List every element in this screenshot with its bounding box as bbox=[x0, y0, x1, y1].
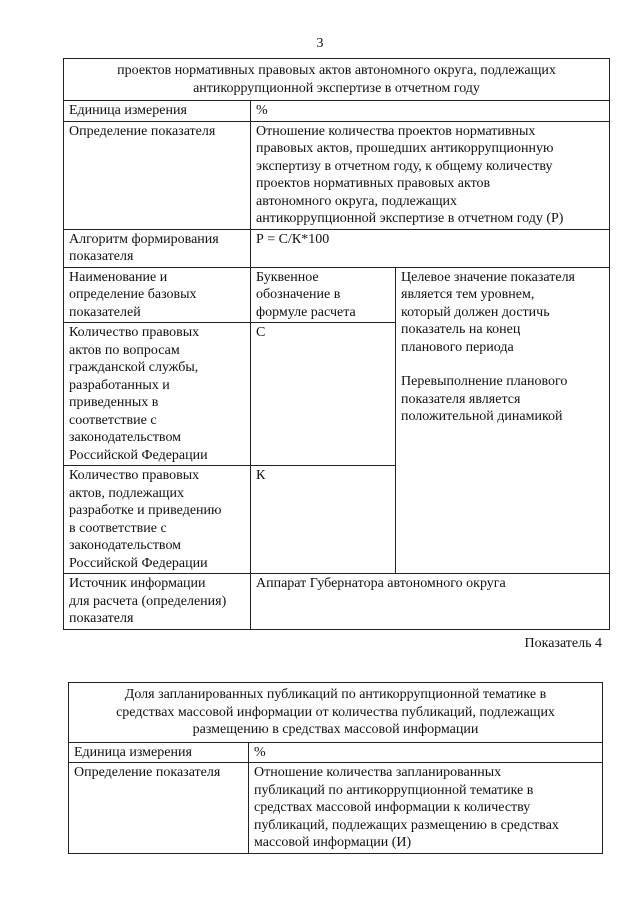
overfulfillment-text: Перевыполнение планового показателя является положительной динамикой bbox=[401, 374, 568, 424]
target-value-text: Целевое значение показателя является тем уровнем, который должен достичь показатель на конец планового периода bbox=[401, 269, 575, 355]
table1-header: проектов нормативных правовых актов автономного округа, подлежащих антикоррупционной экспертизе в отчетном году bbox=[64, 59, 610, 101]
unit-label-2: Единица измерения bbox=[69, 742, 249, 763]
table2-header: Доля запланированных публикаций по антикоррупционной тематике в средствах массовой информации от количества публикаций, подлежащих размещению в средствах массовой информации bbox=[69, 683, 603, 743]
indicator-passport-table-3 bbox=[63, 58, 610, 630]
unit-value: % bbox=[251, 101, 610, 122]
base-indicators-name-header: Наименование и определение базовых показателей bbox=[64, 267, 251, 323]
base-indicator-c-letter: С bbox=[251, 323, 396, 466]
base-indicator-c-name: Количество правовых актов по вопросам гражданской службы, разработанных и приведенных в соответствие с законодательством Российской Федерации bbox=[64, 323, 251, 466]
source-label: Источник информации для расчета (определения) показателя bbox=[64, 574, 251, 630]
page-number: 3 bbox=[316, 36, 324, 51]
algorithm-label: Алгоритм формирования показателя bbox=[64, 229, 251, 267]
definition-label: Определение показателя bbox=[64, 121, 251, 229]
unit-value-2: % bbox=[249, 742, 603, 763]
definition-value-2: Отношение количества запланированных публикаций по антикоррупционной тематике в средствах массовой информации к количеству публикаций, подлежащих размещению в средствах массовой информации (И) bbox=[249, 763, 603, 854]
letter-designation-header: Буквенное обозначение в формуле расчета bbox=[251, 267, 396, 323]
indicator-passport-table-4 bbox=[68, 682, 603, 854]
definition-label-2: Определение показателя bbox=[69, 763, 249, 854]
definition-value: Отношение количества проектов нормативных правовых актов, прошедших антикоррупционную экспертизу в отчетном году, к общему количеству проектов нормативных правовых актов автономного округа, подлежащих антикоррупционной экспертизе в отчетном году (Р) bbox=[251, 121, 610, 229]
algorithm-value: Р = С/К*100 bbox=[251, 229, 610, 267]
source-value: Аппарат Губернатора автономного округа bbox=[251, 574, 610, 630]
indicator-4-label: Показатель 4 bbox=[524, 636, 602, 651]
unit-label: Единица измерения bbox=[64, 101, 251, 122]
base-indicator-k-name: Количество правовых актов, подлежащих разработке и приведению в соответствие с законодательством Российской Федерации bbox=[64, 466, 251, 574]
base-indicator-k-letter: К bbox=[251, 466, 396, 574]
target-value-note bbox=[396, 267, 610, 574]
